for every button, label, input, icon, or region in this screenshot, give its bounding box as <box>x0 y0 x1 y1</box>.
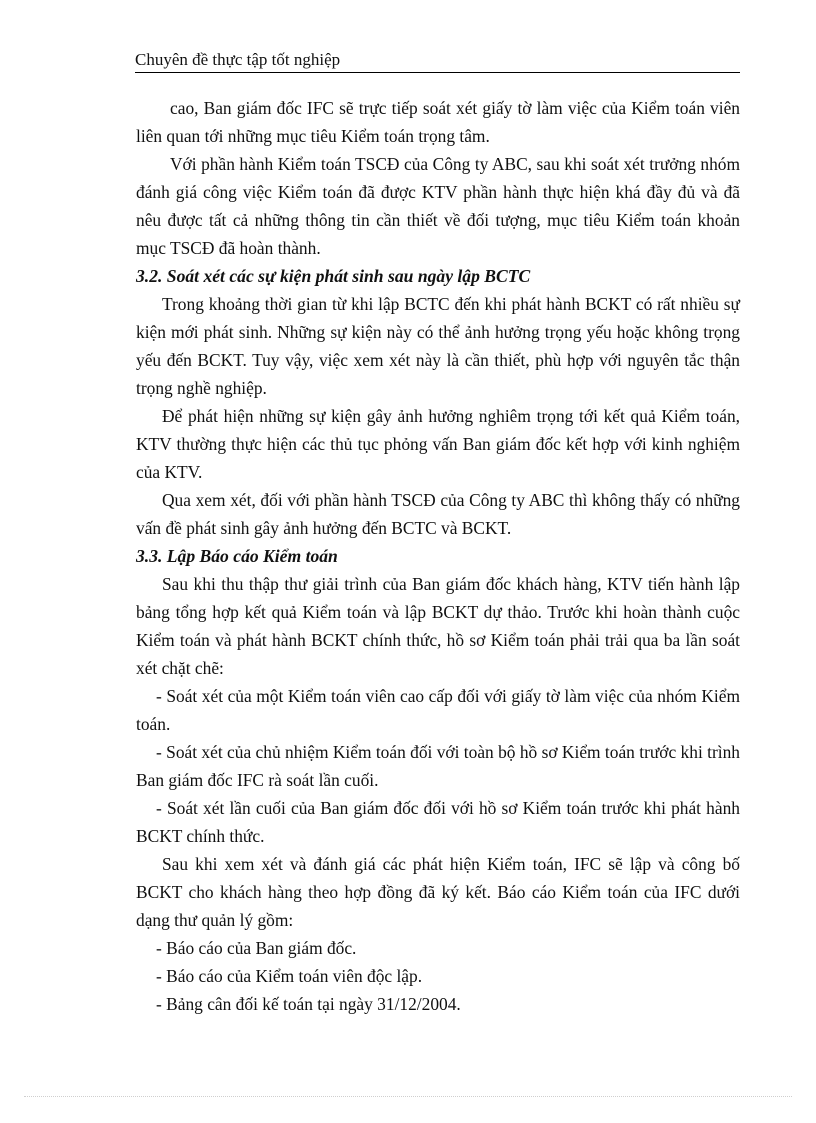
page-header <box>135 48 740 73</box>
document-body <box>136 94 740 1018</box>
paragraph-report-prep: Sau khi thu thập thư giải trình của Ban giám đốc khách hàng, KTV tiến hành lập bảng tổng hợp kết quả Kiểm toán và lập BCKT dự thảo. Trước khi hoàn thành cuộc Kiểm toán và phát hành BCKT chính thức, hồ sơ Kiểm toán phải trải qua ba lần soát xét chặt chẽ: <box>136 574 740 678</box>
paragraph-tscd-review: Với phần hành Kiểm toán TSCĐ của Công ty ABC, sau khi soát xét trưởng nhóm đánh giá công việc Kiểm toán đã được KTV phần hành thực hiện khá đầy đủ và đã nêu được tất cả những thông tin cần thiết về đối tượng, mục tiêu Kiểm toán khoản mục TSCĐ đã hoàn thành. <box>136 154 740 258</box>
list-item: - Soát xét của một Kiểm toán viên cao cấp đối với giấy tờ làm việc của nhóm Kiểm toán. <box>136 686 740 734</box>
list-item: - Báo cáo của Kiểm toán viên độc lập. <box>156 966 423 986</box>
list-item: - Soát xét của chủ nhiệm Kiểm toán đối với toàn bộ hồ sơ Kiểm toán trước khi trình Ban giám đốc IFC rà soát lần cuối. <box>136 742 740 790</box>
document-title: Chuyên đề thực tập tốt nghiệp <box>135 50 341 69</box>
paragraph-report-issue: Sau khi xem xét và đánh giá các phát hiện Kiểm toán, IFC sẽ lập và công bố BCKT cho khách hàng theo hợp đồng đã ký kết. Báo cáo Kiểm toán của IFC dưới dạng thư quản lý gồm: <box>136 854 740 930</box>
list-item: - Soát xét lần cuối của Ban giám đốc đối với hồ sơ Kiểm toán trước khi phát hành BCKT chính thức. <box>136 798 740 846</box>
paragraph-subsequent-events: Trong khoảng thời gian từ khi lập BCTC đến khi phát hành BCKT có rất nhiều sự kiện mới phát sinh. Những sự kiện này có thể ảnh hưởng trọng yếu hoặc không trọng yếu đến BCKT. Tuy vậy, việc xem xét này là cần thiết, phù hợp với nguyên tắc thận trọng nghề nghiệp. <box>136 294 740 398</box>
paragraph-detection: Để phát hiện những sự kiện gây ảnh hưởng nghiêm trọng tới kết quả Kiểm toán, KTV thường thực hiện các thủ tục phỏng vấn Ban giám đốc kết hợp với kinh nghiệm của KTV. <box>136 406 740 482</box>
list-item: - Bảng cân đối kế toán tại ngày 31/12/2004. <box>156 994 461 1014</box>
heading-3-3: 3.3. Lập Báo cáo Kiểm toán <box>136 546 338 566</box>
paragraph-continuation: cao, Ban giám đốc IFC sẽ trực tiếp soát xét giấy tờ làm việc của Kiểm toán viên liên quan tới những mục tiêu Kiểm toán trọng tâm. <box>136 98 740 146</box>
paragraph-conclusion: Qua xem xét, đối với phần hành TSCĐ của Công ty ABC thì không thấy có những vấn đề phát sinh gây ảnh hưởng đến BCTC và BCKT. <box>136 490 740 538</box>
heading-3-2: 3.2. Soát xét các sự kiện phát sinh sau ngày lập BCTC <box>136 266 531 286</box>
list-item: - Báo cáo của Ban giám đốc. <box>156 938 357 958</box>
page-bottom-divider <box>24 1096 792 1097</box>
